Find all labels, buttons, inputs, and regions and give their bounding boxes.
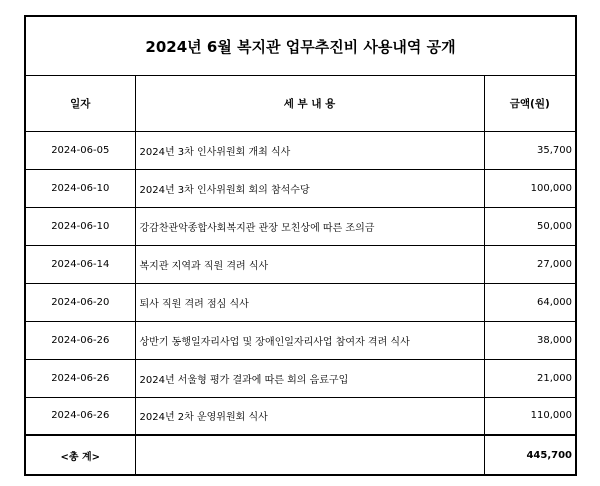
row-description: 2024년 3차 인사위원회 개최 식사 <box>135 131 484 169</box>
table-row <box>26 131 575 169</box>
expense-report-sheet <box>24 15 577 476</box>
row-date: 2024-06-10 <box>26 169 135 207</box>
row-amount: 110,000 <box>484 397 575 435</box>
row-description: 강감찬관악종합사회복지관 관장 모친상에 따른 조의금 <box>135 207 484 245</box>
table-row <box>26 283 575 321</box>
row-amount: 21,000 <box>484 359 575 397</box>
row-date: 2024-06-05 <box>26 131 135 169</box>
table-row <box>26 245 575 283</box>
row-description: 퇴사 직원 격려 점심 식사 <box>135 283 484 321</box>
row-description: 복지관 지역과 직원 격려 식사 <box>135 245 484 283</box>
row-date: 2024-06-20 <box>26 283 135 321</box>
row-amount: 64,000 <box>484 283 575 321</box>
row-date: 2024-06-14 <box>26 245 135 283</box>
row-date: 2024-06-10 <box>26 207 135 245</box>
header-row <box>26 76 575 131</box>
table-row <box>26 321 575 359</box>
table-row <box>26 207 575 245</box>
total-row <box>26 435 575 474</box>
total-label: <총 계> <box>26 435 135 474</box>
header-description: 세 부 내 용 <box>135 76 484 131</box>
total-description <box>135 435 484 474</box>
row-amount: 38,000 <box>484 321 575 359</box>
row-date: 2024-06-26 <box>26 359 135 397</box>
header-date: 일자 <box>26 76 135 131</box>
row-description: 2024년 3차 인사위원회 회의 참석수당 <box>135 169 484 207</box>
row-amount: 100,000 <box>484 169 575 207</box>
table-row <box>26 397 575 435</box>
table-row <box>26 169 575 207</box>
row-description: 2024년 2차 운영위원회 식사 <box>135 397 484 435</box>
row-amount: 27,000 <box>484 245 575 283</box>
row-amount: 35,700 <box>484 131 575 169</box>
report-title: 2024년 6월 복지관 업무추진비 사용내역 공개 <box>26 17 575 76</box>
row-description: 2024년 서울형 평가 결과에 따른 회의 음료구입 <box>135 359 484 397</box>
header-amount: 금액(원) <box>484 76 575 131</box>
row-amount: 50,000 <box>484 207 575 245</box>
row-date: 2024-06-26 <box>26 321 135 359</box>
row-description: 상반기 동행일자리사업 및 장애인일자리사업 참여자 격려 식사 <box>135 321 484 359</box>
expense-table <box>26 76 575 474</box>
table-row <box>26 359 575 397</box>
total-amount: 445,700 <box>484 435 575 474</box>
row-date: 2024-06-26 <box>26 397 135 435</box>
